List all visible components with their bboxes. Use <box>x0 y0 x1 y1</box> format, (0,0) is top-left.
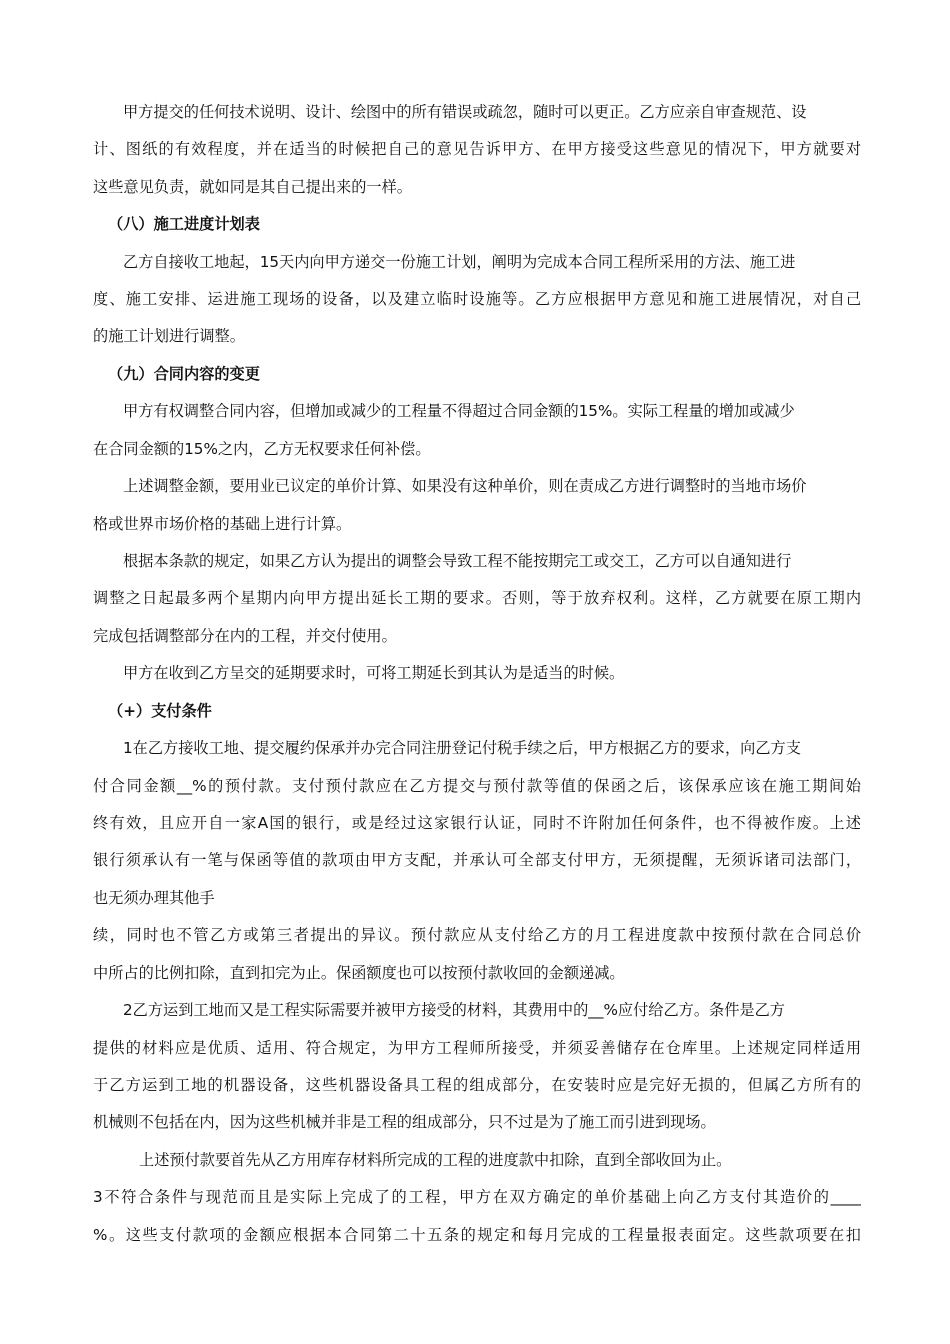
paragraph-line: 甲方提交的任何技术说明、设计、绘图中的所有错误或疏忽，随时可以更正。乙方应亲自审查规范、设 <box>123 103 807 121</box>
paragraph-line: 机械则不包括在内，因为这些机械并非是工程的组成部分，只不过是为了施工而引进到现场。 <box>93 1113 716 1131</box>
paragraph-line: 计、图纸的有效程度，并在适当的时候把自己的意见告诉甲方、在甲方接受这些意见的情况下，甲方就要对 <box>93 140 861 158</box>
paragraph-line: 于乙方运到工地的机器设备，这些机器设备具工程的组成部分，在安装时应是完好无损的，但属乙方所有的 <box>93 1076 861 1094</box>
paragraph-line: 2乙方运到工地而又是工程实际需要并被甲方接受的材料，其费用中的__%应付给乙方。条件是乙方 <box>123 1001 785 1019</box>
paragraph-line: 3不符合条件与现范而且是实际上完成了的工程，甲方在双方确定的单价基础上向乙方支付其造价的____ <box>93 1188 861 1206</box>
paragraph-line: 提供的材料应是优质、适用、符合规定，为甲方工程师所接受，并须妥善储存在仓库里。上述规定同样适用 <box>93 1039 861 1057</box>
paragraph-line: 格或世界市场价格的基础上进行计算。 <box>93 515 352 533</box>
paragraph-line: 的施工计划进行调整。 <box>93 327 245 345</box>
paragraph-line: 甲方在收到乙方呈交的延期要求时，可将工期延长到其认为是适当的时候。 <box>123 664 625 682</box>
paragraph-line: 银行须承认有一笔与保函等值的款项由甲方支配，并承认可全部支付甲方，无须提醒，无须诉诸司法部门， <box>93 851 861 869</box>
paragraph-line: 付合同金额__%的预付款。支付预付款应在乙方提交与预付款等值的保函之后，该保承应该在施工期间始 <box>93 777 861 795</box>
paragraph-line: 中所占的比例扣除，直到扣完为止。保函额度也可以按预付款收回的金额递减。 <box>93 964 625 982</box>
paragraph-line: 在合同金额的15%之内，乙方无权要求任何补偿。 <box>93 440 431 458</box>
section-heading: （+）支付条件 <box>108 702 212 720</box>
paragraph-line: 续，同时也不管乙方或第三者提出的异议。预付款应从支付给乙方的月工程进度款中按预付款在合同总价 <box>93 926 861 944</box>
paragraph-line: 终有效，且应开自一家A国的银行，或是经过这家银行认证，同时不许附加任何条件，也不得被作废。上述 <box>93 814 861 832</box>
section-heading: （八）施工进度计划表 <box>108 215 260 233</box>
paragraph-line: 上述调整金额，要用业已议定的单价计算、如果没有这种单价，则在责成乙方进行调整时的当地市场价 <box>123 477 807 495</box>
paragraph-line: 甲方有权调整合同内容，但增加或减少的工程量不得超过合同金额的15%。实际工程量的增加或减少 <box>123 402 795 420</box>
paragraph-line: 上述预付款要首先从乙方用库存材料所完成的工程的进度款中扣除，直到全部收回为止。 <box>139 1151 732 1169</box>
paragraph-line: 乙方自接收工地起，15天内向甲方递交一份施工计划，阐明为完成本合同工程所采用的方法、施工进 <box>123 253 796 271</box>
paragraph-line: 这些意见负责，就如同是其自己提出来的一样。 <box>93 178 412 196</box>
paragraph-line: %。这些支付款项的金额应根据本合同第二十五条的规定和每月完成的工程量报表面定。这些款项要在扣 <box>93 1226 861 1244</box>
paragraph-line: 完成包括调整部分在内的工程，并交付使用。 <box>93 627 397 645</box>
paragraph-line: 根据本条款的规定，如果乙方认为提出的调整会导致工程不能按期完工或交工，乙方可以自通知进行 <box>123 552 792 570</box>
paragraph-line: 度、施工安排、运进施工现场的设备，以及建立临时设施等。乙方应根据甲方意见和施工进展情况，对自己 <box>93 290 861 308</box>
paragraph-line: 调整之日起最多两个星期内向甲方提出延长工期的要求。否则，等于放弃权利。这样，乙方就要在原工期内 <box>93 589 861 607</box>
paragraph-line: 1在乙方接收工地、提交履约保承并办完合同注册登记付税手续之后，甲方根据乙方的要求，向乙方支 <box>123 739 801 757</box>
paragraph-line: 也无须办理其他手 <box>93 889 215 907</box>
section-heading: （九）合同内容的变更 <box>108 365 260 383</box>
